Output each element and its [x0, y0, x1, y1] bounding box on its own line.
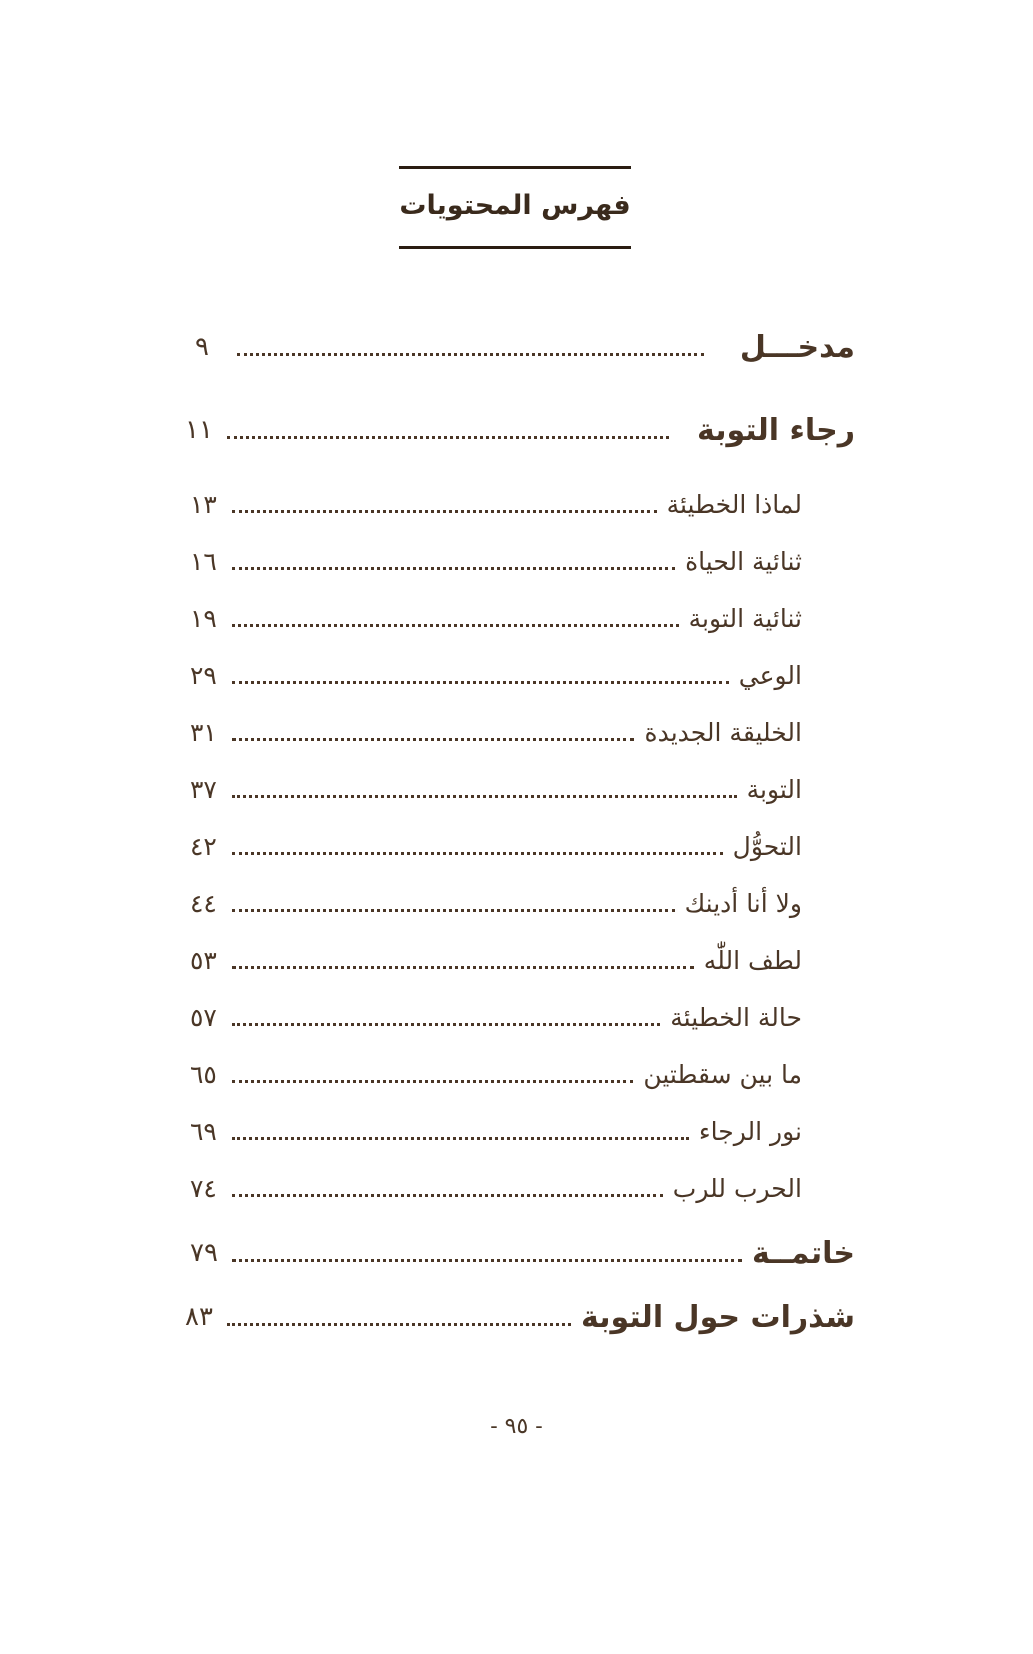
- toc-entry-page: ٨٣: [185, 1302, 213, 1332]
- toc-dot-leader: [232, 1137, 689, 1140]
- toc-dot-leader: [232, 1023, 660, 1026]
- toc-entry-label: الوعي: [738, 660, 802, 690]
- toc-entry: [190, 826, 802, 866]
- toc-entry: [190, 655, 802, 695]
- toc-dot-leader: [232, 1194, 663, 1197]
- toc-entry-label: لماذا الخطيئة: [666, 489, 802, 519]
- toc-dot-leader: [232, 852, 723, 855]
- toc-entry-label: مدخـــل: [739, 329, 855, 365]
- toc-entry: [190, 484, 802, 524]
- toc-entry-label: شذرات حول التوبة: [581, 1299, 855, 1335]
- toc-entry: [190, 883, 802, 923]
- toc-entry-page: ١٩: [190, 603, 217, 633]
- toc-dot-leader: [232, 909, 675, 912]
- toc-entry-label: خاتمــة: [752, 1235, 855, 1271]
- toc-entry-page: ١٦: [190, 546, 217, 576]
- toc-dot-leader: [232, 681, 729, 684]
- toc-entry: [195, 327, 855, 367]
- toc-entry: [190, 1111, 802, 1151]
- toc-entry-page: ٢٩: [190, 660, 217, 690]
- toc-dot-leader: [232, 510, 657, 513]
- toc-entry: [190, 997, 802, 1037]
- toc-entry: [190, 598, 802, 638]
- toc-entry-page: ٩: [195, 332, 209, 362]
- toc-dot-leader: [227, 436, 669, 439]
- toc-dot-leader: [232, 624, 679, 627]
- toc-entry-page: ٧٤: [190, 1173, 217, 1203]
- toc-entry-label: رجاء التوبة: [697, 412, 855, 448]
- toc-entry-page: ٣٧: [190, 774, 217, 804]
- toc-entry-page: ١٣: [190, 489, 217, 519]
- toc-entry-label: التحوُّل: [732, 831, 802, 861]
- toc-entry: [190, 940, 802, 980]
- page-number-footer: - ٩٥ -: [490, 1414, 543, 1439]
- toc-entry-label: ولا أنا أدينك: [684, 888, 802, 918]
- toc-entry-label: ثنائية التوبة: [688, 603, 802, 633]
- toc-dot-leader: [232, 567, 675, 570]
- toc-entry: [190, 712, 802, 752]
- toc-entry-page: ٥٣: [190, 945, 217, 975]
- toc-dot-leader: [232, 1259, 742, 1262]
- toc-entry: [190, 1168, 802, 1208]
- toc-dot-leader: [232, 1080, 633, 1083]
- toc-entry-label: ثنائية الحياة: [685, 546, 802, 576]
- page-title: فهرس المحتويات: [399, 190, 631, 221]
- toc-entry-page: ١١: [185, 415, 213, 445]
- toc-entry-page: ٦٥: [190, 1059, 217, 1089]
- toc-entry: [190, 1054, 802, 1094]
- toc-entry: [190, 541, 802, 581]
- toc-entry-page: ٤٢: [190, 831, 217, 861]
- toc-entry: [190, 769, 802, 809]
- toc-entry-label: نور الرجاء: [698, 1116, 802, 1146]
- toc-entry-page: ٣١: [190, 717, 217, 747]
- toc-dot-leader: [227, 1323, 571, 1326]
- toc-dot-leader: [232, 966, 694, 969]
- toc-dot-leader: [232, 795, 737, 798]
- toc-entry-label: الخليقة الجديدة: [644, 717, 802, 747]
- toc-dot-leader: [237, 353, 704, 356]
- toc-entry-label: لطف اللّٰه: [703, 945, 802, 975]
- toc-entry: [185, 410, 855, 450]
- toc-entry-label: التوبة: [746, 774, 802, 804]
- toc-entry-page: ٦٩: [190, 1116, 217, 1146]
- toc-entry-label: ما بين سقطتين: [643, 1059, 802, 1089]
- toc-entry-page: ٥٧: [190, 1002, 217, 1032]
- toc-entry-page: ٧٩: [190, 1238, 218, 1268]
- toc-entry-label: حالة الخطيئة: [670, 1002, 802, 1032]
- toc-entry: [185, 1297, 855, 1337]
- toc-entry-page: ٤٤: [190, 888, 217, 918]
- toc-dot-leader: [232, 738, 634, 741]
- toc-entry-label: الحرب للرب: [672, 1173, 802, 1203]
- toc-entry: [190, 1233, 855, 1273]
